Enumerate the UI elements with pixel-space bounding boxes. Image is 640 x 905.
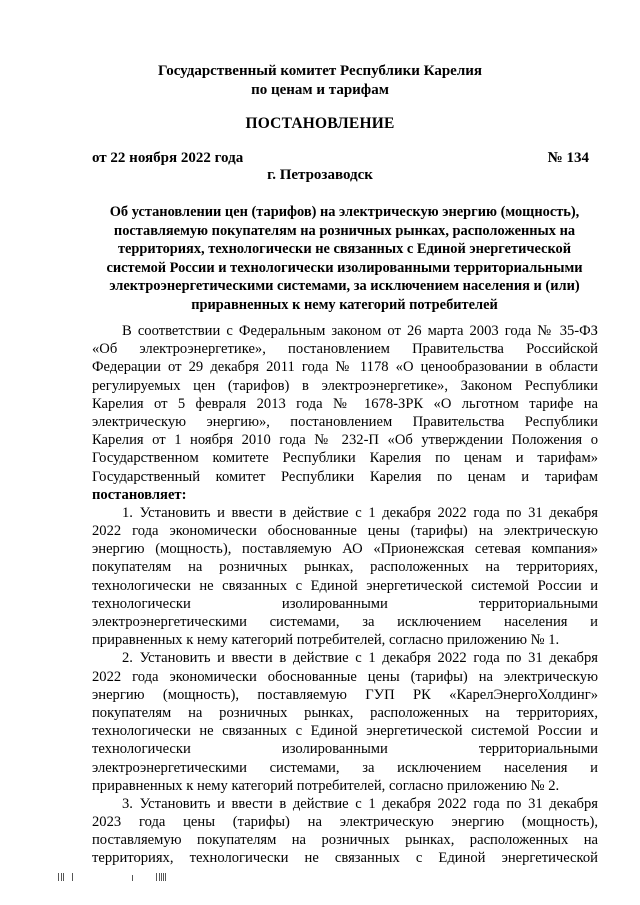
- document-number: № 134: [547, 150, 589, 166]
- item-1-line: электроэнергетическими системами, за исключением населения и: [92, 614, 598, 630]
- preamble-line: Федерации от 29 декабря 2011 года № 1178 «О ценообразовании в области: [92, 359, 598, 376]
- item-1-line: покупателям на розничных рынках, расположенных на территориях,: [92, 559, 598, 576]
- preamble-line: Карелия от 1 ноября 2010 года № 232-П «Об утверждении Положения о: [92, 432, 598, 449]
- preamble-line: электрическую энергию», постановлением Правительства Республики: [92, 413, 598, 430]
- item-2-line: 2022 года экономически обоснованные цены (тарифы) на электрическую: [92, 668, 598, 685]
- item-2-line: технологически изолированными территориальными: [92, 741, 598, 758]
- subject-line: Об установлении цен (тарифов) на электрическую энергию (мощность),: [109, 204, 580, 220]
- document-subject: [92, 203, 597, 315]
- document-city: г. Петрозаводск: [267, 167, 373, 183]
- barcode-icon: [58, 872, 178, 882]
- resolution-word: постановляет:: [92, 486, 187, 503]
- item-3-line: поставляемую покупателям на розничных рынках, расположенных на: [92, 832, 598, 849]
- item-1-line: технологически изолированными территориальными: [92, 595, 598, 612]
- scan-barcode-marks: [58, 872, 178, 885]
- document-date: от 22 ноября 2022 года: [92, 150, 244, 166]
- item-3-line: 2023 года цены (тарифы) на электрическую энергию (мощность),: [92, 814, 598, 831]
- item-1-line: 1. Установить и ввести в действие с 1 декабря 2022 года по 31 декабря: [122, 504, 598, 521]
- preamble-line: «Об электроэнергетике», постановлением Правительства Российской: [92, 341, 598, 358]
- preamble-line: Государственном комитете Республики Карелия по ценам и тарифам»: [92, 450, 598, 467]
- authority-line-1: Государственный комитет Республики Карелия: [158, 63, 482, 79]
- item-3-line: 3. Установить и ввести в действие с 1 декабря 2022 года по 31 декабря: [122, 795, 598, 812]
- preamble-line: регулируемых цен (тарифов) в электроэнергетике», Законом Республики: [92, 377, 598, 394]
- item-1-line: энергию (мощность), поставляемую АО «Прионежская сетевая компания»: [92, 541, 598, 558]
- item-2-line: энергию (мощность), поставляемую ГУП РК «КарелЭнергоХолдинг»: [92, 686, 598, 703]
- item-2-line: электроэнергетическими системами, за исключением населения и: [92, 759, 598, 776]
- issuing-authority: [0, 62, 640, 100]
- document-body: [92, 322, 598, 868]
- item-3-line: территориях, технологически не связанных с Единой энергетической: [92, 850, 598, 867]
- preamble-line: В соответствии с Федеральным законом от 26 марта 2003 года № 35-ФЗ: [122, 323, 598, 339]
- subject-line: системой России и технологически изолированными территориальными: [106, 259, 583, 276]
- item-1-line: технологически не связанных с Единой энергетической системой России и: [92, 577, 598, 594]
- preamble-line: Карелия от 5 февраля 2013 года № 1678-ЗРК «О льготном тарифе на: [92, 395, 598, 412]
- item-2-line: покупателям на розничных рынках, расположенных на территориях,: [92, 704, 598, 721]
- authority-line-2: по ценам и тарифам: [251, 82, 389, 98]
- document-type: ПОСТАНОВЛЕНИЕ: [245, 115, 395, 132]
- item-1-line: 2022 года экономически обоснованные цены (тарифы) на электрическую: [92, 523, 598, 540]
- subject-line: электроэнергетическими системами, за исключением населения и (или): [109, 278, 580, 295]
- subject-line: поставляемую покупателям на розничных рынках, расположенных на: [113, 222, 576, 239]
- item-2-line: приравненных к нему категорий потребителей, согласно приложению № 2.: [92, 777, 560, 794]
- item-1-line: приравненных к нему категорий потребителей, согласно приложению № 1.: [92, 632, 560, 649]
- item-2-line: технологически не связанных с Единой энергетической системой России и: [92, 723, 598, 740]
- subject-line: территориях, технологически не связанных с Единой энергетической: [117, 241, 572, 258]
- item-2-line: 2. Установить и ввести в действие с 1 декабря 2022 года по 31 декабря: [122, 650, 598, 667]
- preamble-line: Государственный комитет Республики Карелия по ценам и тарифам: [92, 468, 598, 485]
- subject-line: приравненных к нему категорий потребителей: [191, 296, 498, 313]
